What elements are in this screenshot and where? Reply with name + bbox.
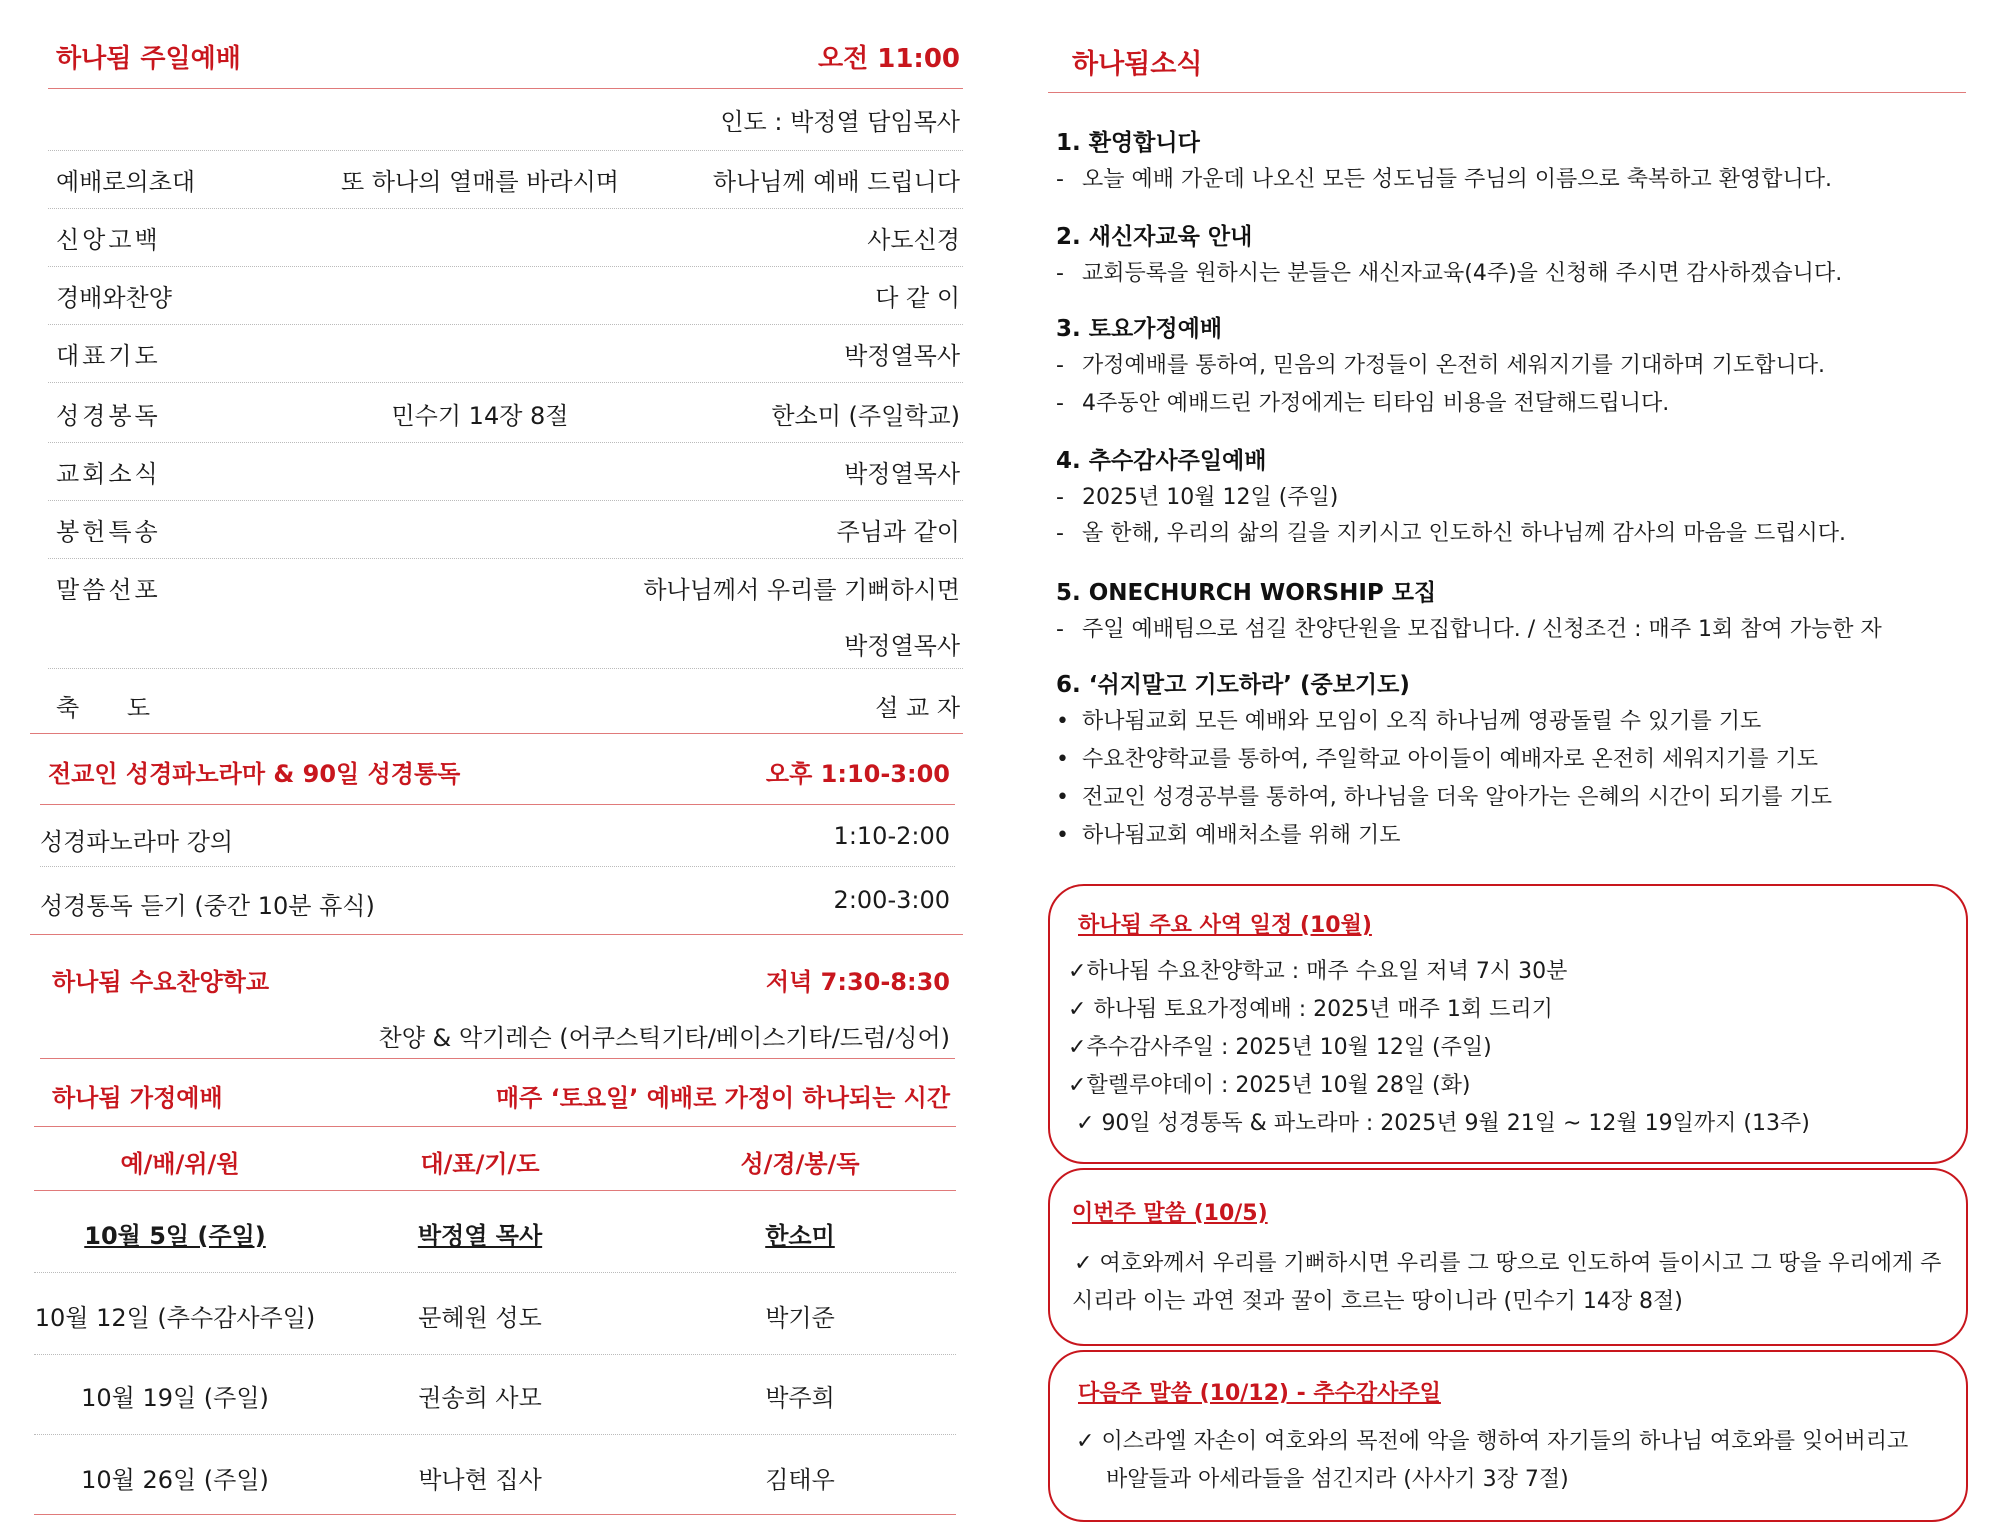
divider <box>48 442 963 443</box>
schedule-item: 하나됨 토요가정예배 : 2025년 매주 1회 드리기 <box>1093 997 1553 1022</box>
order-detail: 민수기 14장 8절 <box>391 402 569 430</box>
divider <box>34 1272 956 1273</box>
divider <box>48 500 963 501</box>
check-icon: ✓ <box>1076 1111 1095 1136</box>
news-item-text: 주일 예배팀으로 섬길 찬양단원을 모집합니다. / 신청조건 : 매주 1회 참여 가능한 자 <box>1082 617 1882 642</box>
order-person: 설 교 자 <box>875 694 960 722</box>
news-item-text: 전교인 성경공부를 통하여, 하나님을 더욱 알아가는 은혜의 시간이 되기를 기도 <box>1082 785 1832 810</box>
divider <box>1048 92 1966 93</box>
divider <box>48 88 963 89</box>
dash-bullet: - <box>1056 167 1064 192</box>
divider <box>48 668 963 669</box>
news-item-text: 수요찬양학교를 통하여, 주일학교 아이들이 예배자로 온전히 세워지기를 기도 <box>1082 747 1819 772</box>
order-name: 예배로의초대 <box>56 168 196 196</box>
verse-text: 시리라 이는 과연 젖과 꿀이 흐르는 땅이니라 (민수기 14장 8절) <box>1072 1289 1683 1314</box>
order-detail: 또 하나의 열매를 바라시며 <box>341 168 619 196</box>
roster-date: 10월 5일 (주일) <box>84 1222 266 1250</box>
schedule-title: 하나됨 주요 사역 일정 (10월) <box>1078 913 1372 938</box>
dash-bullet: - <box>1056 485 1064 510</box>
divider <box>48 266 963 267</box>
roster-header: 성/경/봉/독 <box>740 1150 860 1178</box>
roster-reading: 김태우 <box>765 1466 835 1494</box>
dot-bullet: • <box>1056 785 1069 810</box>
news-item-title: 4. 추수감사주일예배 <box>1056 448 1267 474</box>
schedule-box <box>1048 884 1968 1164</box>
divider <box>48 324 963 325</box>
order-person: 박정열목사 <box>844 460 960 488</box>
dot-bullet: • <box>1056 709 1069 734</box>
divider <box>48 382 963 383</box>
news-item-text: 교회등록을 원하시는 분들은 새신자교육(4주)을 신청해 주시면 감사하겠습니다. <box>1082 261 1843 286</box>
check-icon: ✓ <box>1076 1429 1095 1454</box>
verse-text: 바알들과 아세라들을 섬긴지라 (사사기 3장 7절) <box>1106 1467 1569 1492</box>
roster-date: 10월 19일 (주일) <box>81 1384 269 1412</box>
this-week-box <box>1048 1168 1968 1346</box>
dash-bullet: - <box>1056 353 1064 378</box>
divider <box>34 1190 956 1191</box>
panorama-time: 오후 1:10-3:00 <box>765 760 950 788</box>
sermon-speaker: 박정열목사 <box>844 632 960 660</box>
this-week-title: 이번주 말씀 (10/5) <box>1072 1201 1268 1226</box>
roster-date: 10월 12일 (추수감사주일) <box>34 1304 316 1332</box>
roster-prayer: 박나현 집사 <box>418 1466 542 1494</box>
roster-reading: 한소미 <box>765 1222 835 1250</box>
roster-reading: 박주희 <box>765 1384 835 1412</box>
news-item-text: 2025년 10월 12일 (주일) <box>1082 485 1339 510</box>
news-item-text: 하나됨교회 예배처소를 위해 기도 <box>1082 823 1401 848</box>
panorama-item-time: 1:10-2:00 <box>833 822 950 850</box>
service-leader: 인도 : 박정열 담임목사 <box>720 108 960 136</box>
order-name: 경배와찬양 <box>56 284 172 312</box>
check-icon: ✓ <box>1068 1035 1087 1060</box>
verse-text: 여호와께서 우리를 기뻐하시면 우리를 그 땅으로 인도하여 들이시고 그 땅을 우리에게 주 <box>1099 1251 1942 1276</box>
roster-prayer: 권송희 사모 <box>418 1384 542 1412</box>
order-name: 대표기도 <box>56 342 161 370</box>
divider <box>34 1126 956 1127</box>
schedule-item: 하나됨 수요찬양학교 : 매주 수요일 저녁 7시 30분 <box>1086 959 1568 984</box>
order-name: 성경봉독 <box>56 402 161 430</box>
order-person: 사도신경 <box>867 226 960 254</box>
divider <box>48 150 963 151</box>
order-name: 봉헌특송 <box>56 518 161 546</box>
news-item-text: 하나됨교회 모든 예배와 모임이 오직 하나님께 영광돌릴 수 있기를 기도 <box>1082 709 1762 734</box>
news-item-text: 올 한해, 우리의 삶의 길을 지키시고 인도하신 하나님께 감사의 마음을 드립시다. <box>1082 521 1846 546</box>
panorama-title: 전교인 성경파노라마 & 90일 성경통독 <box>48 760 461 788</box>
divider <box>40 1058 955 1059</box>
check-icon: ✓ <box>1074 1251 1093 1276</box>
news-item-text: 4주동안 예배드린 가정에게는 티타임 비용을 전달해드립니다. <box>1082 391 1670 416</box>
dash-bullet: - <box>1056 521 1064 546</box>
schedule-item: 추수감사주일 : 2025년 10월 12일 (주일) <box>1086 1035 1492 1060</box>
news-item-title: 2. 새신자교육 안내 <box>1056 224 1253 250</box>
news-item-title: 1. 환영합니다 <box>1056 130 1200 156</box>
divider <box>40 866 955 867</box>
dash-bullet: - <box>1056 261 1064 286</box>
news-title: 하나됨소식 <box>1072 49 1203 80</box>
family-title: 하나됨 가정예배 <box>52 1084 223 1112</box>
divider <box>48 208 963 209</box>
roster-prayer: 문혜원 성도 <box>418 1304 542 1332</box>
right-column <box>1000 0 1996 1540</box>
wednesday-title: 하나됨 수요찬양학교 <box>52 968 270 996</box>
wednesday-time: 저녁 7:30-8:30 <box>765 968 950 996</box>
check-icon: ✓ <box>1068 1073 1087 1098</box>
next-week-box <box>1048 1350 1968 1522</box>
panorama-item-time: 2:00-3:00 <box>833 886 950 914</box>
sermon-title: 하나님께서 우리를 기뻐하시면 <box>643 576 960 604</box>
check-icon: ✓ <box>1068 959 1087 984</box>
news-item-title: 3. 토요가정예배 <box>1056 316 1223 342</box>
divider <box>30 934 963 935</box>
roster-date: 10월 26일 (주일) <box>81 1466 269 1494</box>
divider <box>48 558 963 559</box>
panorama-item: 성경파노라마 강의 <box>40 828 234 856</box>
dot-bullet: • <box>1056 823 1069 848</box>
order-name: 축 도 <box>56 694 150 722</box>
divider <box>34 1514 956 1515</box>
news-item-text: 가정예배를 통하여, 믿음의 가정들이 온전히 세워지기를 기대하며 기도합니다. <box>1082 353 1826 378</box>
dot-bullet: • <box>1056 747 1069 772</box>
dash-bullet: - <box>1056 617 1064 642</box>
next-week-title: 다음주 말씀 (10/12) - 추수감사주일 <box>1078 1381 1441 1406</box>
roster-reading: 박기준 <box>765 1304 835 1332</box>
schedule-item: 90일 성경통독 & 파노라마 : 2025년 9월 21일 ~ 12월 19일까지 (13주) <box>1101 1111 1810 1136</box>
verse-text: 이스라엘 자손이 여호와의 목전에 악을 행하여 자기들의 하나님 여호와를 잊어버리고 <box>1101 1429 1909 1454</box>
roster-header: 대/표/기/도 <box>420 1150 540 1178</box>
order-name: 신앙고백 <box>56 226 161 254</box>
sunday-time: 오전 11:00 <box>817 44 960 74</box>
divider <box>34 1434 956 1435</box>
check-icon: ✓ <box>1068 997 1087 1022</box>
news-item-title: 6. ‘쉬지말고 기도하라’ (중보기도) <box>1056 672 1410 698</box>
order-person: 한소미 (주일학교) <box>771 402 960 430</box>
news-item-title: 5. ONECHURCH WORSHIP 모집 <box>1056 580 1437 606</box>
order-name: 교회소식 <box>56 460 161 488</box>
roster-prayer: 박정열 목사 <box>417 1222 543 1250</box>
divider <box>30 733 963 734</box>
order-person: 다 같 이 <box>875 284 960 312</box>
sunday-title: 하나됨 주일예배 <box>56 44 241 74</box>
divider <box>34 1354 956 1355</box>
panorama-item: 성경통독 듣기 (중간 10분 휴식) <box>40 892 375 920</box>
news-item-text: 오늘 예배 가운데 나오신 모든 성도님들 주님의 이름으로 축복하고 환영합니다. <box>1082 167 1832 192</box>
divider <box>40 804 955 805</box>
order-person: 주님과 같이 <box>836 518 960 546</box>
wednesday-desc: 찬양 & 악기레슨 (어쿠스틱기타/베이스기타/드럼/싱어) <box>378 1024 950 1052</box>
dash-bullet: - <box>1056 391 1064 416</box>
roster-header: 예/배/위/원 <box>120 1150 240 1178</box>
order-person: 박정열목사 <box>844 342 960 370</box>
order-name: 말씀선포 <box>56 576 161 604</box>
order-person: 하나님께 예배 드립니다 <box>712 168 960 196</box>
schedule-item: 할렐루야데이 : 2025년 10월 28일 (화) <box>1086 1073 1471 1098</box>
family-subtitle: 매주 ‘토요일’ 예배로 가정이 하나되는 시간 <box>495 1084 950 1112</box>
